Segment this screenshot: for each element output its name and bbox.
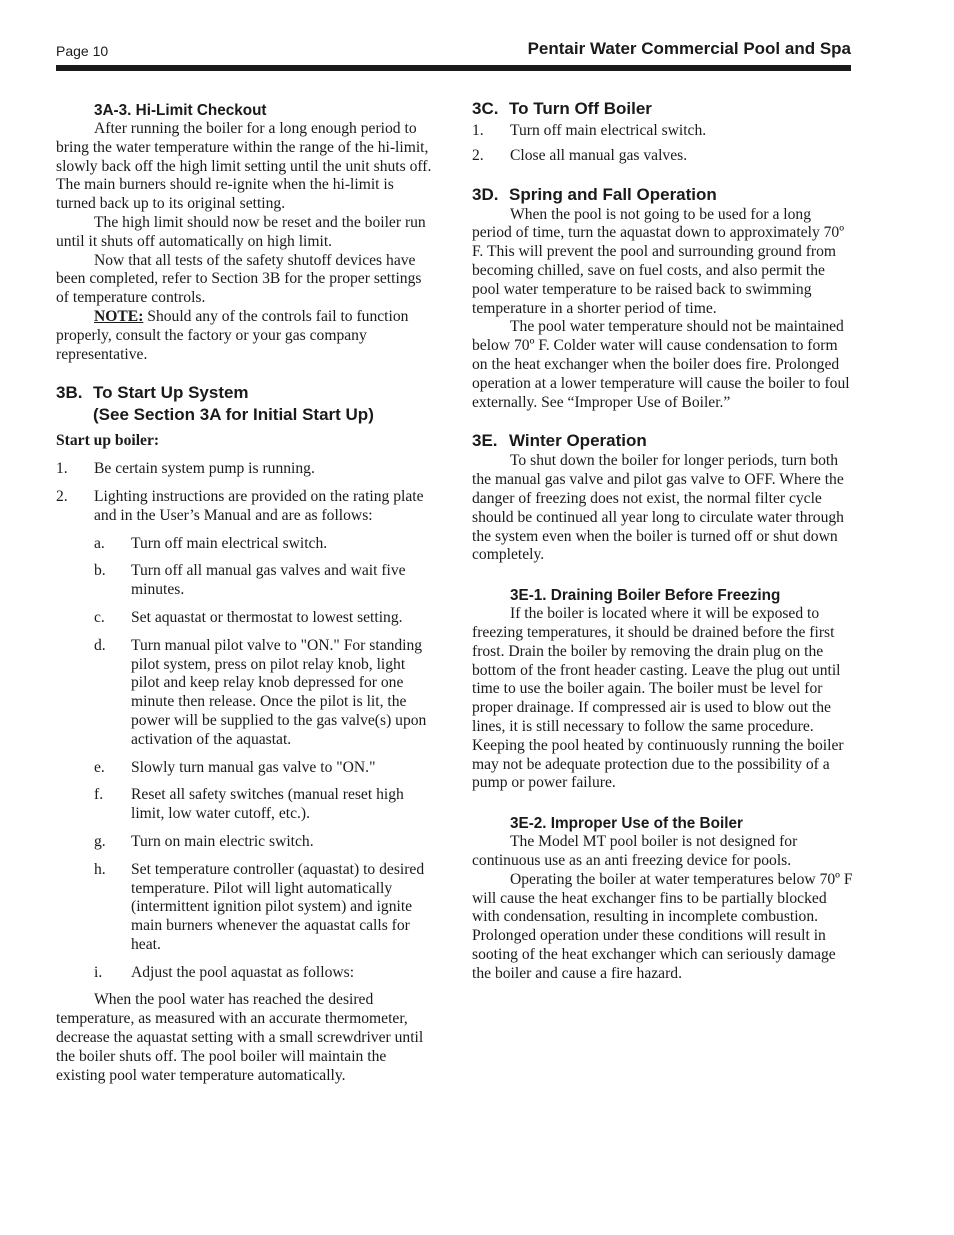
list-item (472, 122, 853, 141)
list-marker: g. (94, 832, 106, 850)
list-marker: 1. (472, 122, 484, 139)
section-number: 3E. (472, 431, 498, 451)
section-number: 3C. (472, 99, 499, 118)
list-text: Lighting instructions are provided on the rating plate and in the User’s Manual and are as follows: (94, 487, 424, 524)
list-marker: d. (94, 636, 106, 654)
page-number: Page 10 (56, 43, 109, 59)
section-3e2-title: 3E-2. Improper Use of the Boiler (510, 815, 743, 833)
brand-title: Pentair Water Commercial Pool and Spa (527, 39, 851, 58)
list-text: Turn off main electrical switch. (131, 534, 328, 552)
list-item (56, 833, 436, 852)
list-text: Set temperature controller (aquastat) to desired temperature. Pilot will light automatically (intermittent ignition pilot system) and ignite main burners whenever the aquastat calls for heat. (131, 860, 425, 953)
section-title-text: Spring and Fall Operation (509, 184, 717, 204)
list-item (56, 786, 436, 824)
right-column (472, 98, 853, 983)
list-item (472, 147, 853, 166)
list-marker: b. (94, 562, 106, 580)
start-up-label: Start up boiler: (56, 432, 160, 450)
list-item (56, 488, 436, 526)
list-item (56, 562, 436, 600)
section-number: 3B. (56, 383, 83, 403)
list-marker: 2. (472, 146, 484, 164)
list-marker: f. (94, 786, 104, 804)
list-item (56, 964, 436, 983)
list-marker: i. (94, 963, 103, 981)
section-title-text: To Start Up System (93, 383, 249, 403)
page-header (56, 38, 851, 62)
list-text: Slowly turn manual gas valve to "ON." (131, 758, 376, 776)
section-3d-title (472, 184, 853, 206)
closing-paragraph: When the pool water has reached the desired temperature, as measured with an accurate thermometer, decrease the aquastat setting with a small screwdriver until the boiler shuts off. The pool boiler will maintain the existing pool water temperature automatically. (56, 991, 424, 1084)
list-text: Turn manual pilot valve to "ON." For standing pilot system, press on pilot relay knob, light pilot and keep relay knob depressed for one minute then release. Once the pilot is lit, the power will be supplied to the gas valve(s) upon activation of the aquastat. (131, 636, 427, 748)
section-subtitle: (See Section 3A for Initial Start Up) (93, 405, 374, 425)
section-3b-title (56, 382, 436, 426)
paragraph: The high limit should now be reset and the boiler run until it shuts off automatically on high limit. (56, 213, 426, 250)
lighting-sublist (56, 535, 436, 983)
list-marker: h. (94, 860, 106, 878)
section-title-text: Winter Operation (509, 431, 647, 451)
turn-off-list (472, 122, 853, 166)
list-text: Adjust the pool aquastat as follows: (131, 963, 355, 981)
note-label: NOTE: (94, 307, 144, 325)
list-marker: c. (94, 608, 105, 626)
list-item (56, 759, 436, 778)
paragraph: After running the boiler for a long enough period to bring the water temperature within the range of the hi-limit, slowly back off the high limit setting until the unit shuts off. The main burners should re-ignite when the hi-limit is turned back up to its original setting. (56, 120, 432, 213)
list-item (56, 460, 436, 479)
list-item (56, 861, 436, 955)
note-paragraph (56, 308, 436, 364)
list-text: Turn on main electric switch. (131, 832, 314, 850)
section-3c-title (472, 98, 853, 120)
list-marker: 2. (56, 487, 68, 505)
list-text: Close all manual gas valves. (510, 146, 688, 164)
header-rule (56, 65, 851, 71)
list-text: Turn off all manual gas valves and wait five minutes. (131, 562, 406, 599)
list-text: Reset all safety switches (manual reset high limit, low water cutoff, etc.). (131, 786, 404, 823)
list-text: Turn off main electrical switch. (510, 122, 707, 139)
list-item (56, 609, 436, 628)
paragraph: Now that all tests of the safety shutoff devices have been completed, refer to Section 3B for the proper settings of temperature controls. (56, 251, 422, 307)
paragraph: The pool water temperature should not be maintained below 70º F. Colder water will cause condensation to form on the heat exchanger when the boiler does fire. Prolonged operation at a lower temperature will cause the boiler to foul externally. See “Improper Use of Boiler.” (472, 318, 850, 411)
paragraph: If the boiler is located where it will be exposed to freezing temperatures, it should be drained before the first frost. Drain the boiler by removing the drain plug on the bottom of the front header casting. Leave the plug out until time to use the boiler again. The boiler must be level for proper drainage. If compressed air is used to blow out the lines, it is still necessary to follow the same procedure. Keeping the pool heated by continuously running the boiler may not be adequate protection due to the possibility of a pump or power failure. (472, 605, 844, 792)
paragraph: When the pool is not going to be used for a long period of time, turn the aquastat down to approximately 70º F. This will prevent the pool and surrounding ground from becoming chilled, save on fuel costs, and also permit the pool water temperature to be raised back to swimming temperature in a shorter period of time. (472, 205, 845, 317)
section-3e1-title: 3E-1. Draining Boiler Before Freezing (510, 587, 781, 605)
section-title-text: To Turn Off Boiler (509, 99, 652, 118)
list-marker: 1. (56, 460, 68, 478)
list-text: Set aquastat or thermostat to lowest setting. (131, 608, 403, 626)
list-text: Be certain system pump is running. (94, 460, 315, 478)
section-3a3-title: 3A-3. Hi-Limit Checkout (94, 102, 267, 119)
paragraph: The Model MT pool boiler is not designed for continuous use as an anti freezing device for pools. (472, 833, 798, 869)
note-text: Should any of the controls fail to function properly, consult the factory or your gas company representative. (56, 307, 409, 363)
startup-list (56, 460, 436, 525)
paragraph: Operating the boiler at water temperatures below 70º F will cause the heat exchanger fins to be partially blocked with condensation, resulting in incomplete combustion. Prolonged operation under these conditions will result in sooting of the heat exchanger which can seriously damage the boiler and cause a fire hazard. (472, 870, 853, 982)
section-3e-title (472, 430, 853, 452)
list-item (56, 637, 436, 750)
list-marker: a. (94, 534, 105, 552)
list-item (56, 535, 436, 554)
section-number: 3D. (472, 184, 499, 204)
paragraph: To shut down the boiler for longer periods, turn both the manual gas valve and pilot gas valve to OFF. Where the danger of freezing does not exist, the normal filter cycle should be continued all year long to circulate water through the system even when the boiler is turned off or shut down completely. (472, 452, 844, 564)
left-column (56, 98, 436, 1085)
list-marker: e. (94, 758, 105, 776)
